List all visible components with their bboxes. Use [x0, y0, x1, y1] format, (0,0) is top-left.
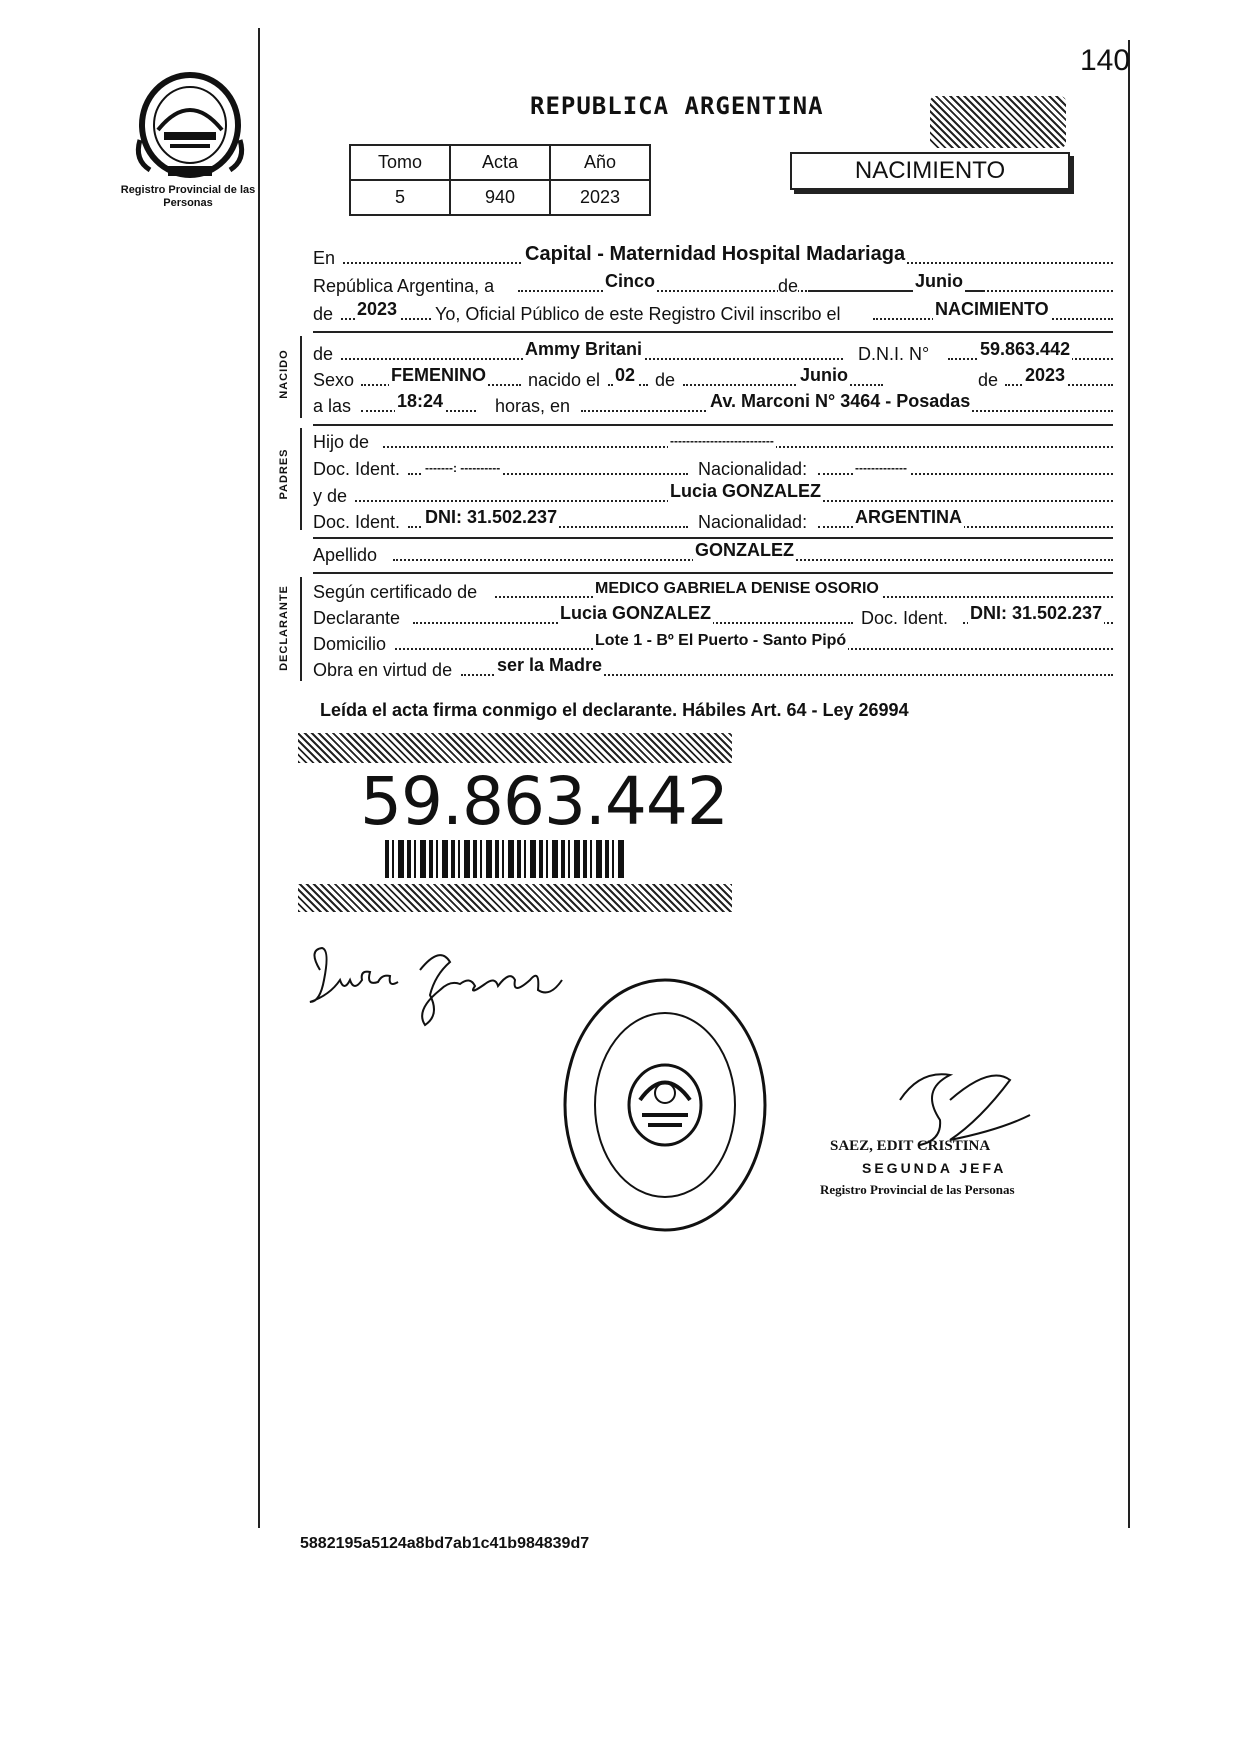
- nac1-value: -------------: [855, 461, 907, 475]
- province-logo: [130, 70, 250, 180]
- oficial-text: Yo, Oficial Público de este Registro Civil inscribo el: [435, 304, 841, 324]
- apellido-value: GONZALEZ: [695, 540, 794, 560]
- nacionalidad-label: Nacionalidad:: [698, 459, 808, 479]
- doc2-value: DNI: 31.502.237: [425, 507, 558, 527]
- row-apellido: [313, 540, 1113, 569]
- right-margin-line: [1128, 40, 1130, 1528]
- doc-ident-label: Doc. Ident.: [313, 459, 401, 479]
- yde-label: y de: [313, 486, 348, 506]
- sexo-label: Sexo: [313, 370, 355, 390]
- nac-mes-value: Junio: [800, 365, 848, 385]
- acta-value: 940: [450, 180, 550, 215]
- country-title: REPUBLICA ARGENTINA: [530, 92, 824, 120]
- logo-caption: Registro Provincial de las Personas: [120, 184, 256, 209]
- dni-value: 59.863.442: [980, 339, 1071, 359]
- row-republica: [313, 271, 1113, 300]
- hora-value: 18:24: [397, 391, 444, 411]
- row-doc1: [313, 457, 1113, 483]
- nac-anio-value: 2023: [1025, 365, 1066, 385]
- tomo-header: Tomo: [350, 145, 450, 180]
- alas-label: a las: [313, 396, 352, 416]
- doc-type-box: NACIMIENTO: [790, 152, 1070, 190]
- divider-2: [313, 424, 1113, 426]
- horas-label: horas, en: [495, 396, 571, 416]
- de-label2: de: [313, 304, 334, 324]
- nacido-label: nacido el: [528, 370, 601, 390]
- anio-header: Año: [550, 145, 650, 180]
- nacionalidad-label2: Nacionalidad:: [698, 512, 808, 532]
- row-hijo: [313, 430, 1113, 456]
- madre-value: Lucia GONZALEZ: [670, 481, 822, 501]
- tomo-value: 5: [350, 180, 450, 215]
- lugar-value: Av. Marconi N° 3464 - Posadas: [710, 391, 971, 411]
- dni-security-band-bottom: [298, 884, 732, 912]
- en-value: Capital - Maternidad Hospital Madariaga: [525, 243, 906, 265]
- left-margin-line: [258, 28, 260, 1528]
- row-obra: [313, 655, 1113, 684]
- dni-big-number: 59.863.442: [360, 763, 728, 840]
- republica-label: República Argentina, a: [313, 276, 495, 296]
- oval-seal-icon: [560, 975, 770, 1235]
- en-label: En: [313, 248, 336, 268]
- declarant-signature: [300, 940, 590, 1035]
- signatory-title: SEGUNDA JEFA: [862, 1160, 1007, 1176]
- official-stamp: [560, 975, 770, 1240]
- doc-ident-label2: Doc. Ident.: [313, 512, 401, 532]
- declarante-label: Declarante: [313, 608, 401, 628]
- decl-doc-label: Doc. Ident.: [861, 608, 949, 628]
- inscribo-value: NACIMIENTO: [935, 299, 1049, 319]
- hijo-value: --------------------------: [670, 434, 774, 448]
- divider-1: [313, 331, 1113, 333]
- footer-note: Leída el acta firma conmigo el declarante. Hábiles Art. 64 - Ley 26994: [320, 700, 909, 720]
- segun-label: Según certificado de: [313, 582, 478, 602]
- record-table: [349, 144, 651, 216]
- row-hora: [313, 391, 1113, 420]
- acta-header: Acta: [450, 145, 550, 180]
- row-anio: [313, 299, 1113, 328]
- anio-value: 2023: [357, 299, 398, 319]
- obra-value: ser la Madre: [497, 655, 603, 675]
- mes-value: Junio: [915, 271, 963, 291]
- nac-dia-value: 02: [615, 365, 636, 385]
- segun-value: MEDICO GABRIELA DENISE OSORIO: [595, 580, 879, 597]
- row-en: [313, 243, 1113, 272]
- row-declarante: [313, 603, 1113, 632]
- dni-label: D.N.I. N°: [858, 344, 930, 364]
- side-label-nacido: NACIDO: [278, 349, 290, 399]
- obra-label: Obra en virtud de: [313, 660, 453, 680]
- side-label-padres: PADRES: [278, 448, 290, 500]
- domicilio-label: Domicilio: [313, 634, 387, 654]
- apellido-label: Apellido: [313, 545, 378, 565]
- row-domicilio: [313, 632, 1113, 658]
- declarante-value: Lucia GONZALEZ: [560, 603, 712, 623]
- domicilio-value: Lote 1 - Bº El Puerto - Santo Pipó: [595, 632, 847, 649]
- handwritten-signature-icon: [300, 940, 590, 1030]
- de-label: de: [778, 276, 799, 296]
- nac2-value: ARGENTINA: [855, 507, 962, 527]
- barcode: [385, 840, 627, 878]
- signatory-name: SAEZ, EDIT CRISTINA: [830, 1138, 991, 1154]
- decl-doc-value: DNI: 31.502.237: [970, 603, 1103, 623]
- row-doc2: [313, 507, 1113, 536]
- sexo-value: FEMENINO: [391, 365, 487, 385]
- page-number: 140: [1080, 44, 1131, 77]
- de-nombre-label: de: [313, 344, 334, 364]
- dia-value: Cinco: [605, 271, 656, 291]
- side-label-declarante: DECLARANTE: [278, 585, 290, 671]
- signatory-org: Registro Provincial de las Personas: [820, 1182, 1015, 1197]
- handwritten-signature-icon: [880, 1060, 1050, 1150]
- hijo-label: Hijo de: [313, 432, 370, 452]
- nac-de2-label: de: [978, 370, 999, 390]
- nac-de1-label: de: [655, 370, 676, 390]
- anio-value: 2023: [550, 180, 650, 215]
- divider-4: [313, 572, 1113, 574]
- nombre-value: Ammy Britani: [525, 339, 643, 359]
- document-hash: 5882195a5124a8bd7ab1c41b984839d7: [300, 1535, 590, 1552]
- shield-emblem-icon: [130, 70, 250, 180]
- doc1-value: -------: ----------: [425, 461, 501, 475]
- dni-security-band-top: [298, 733, 732, 763]
- divider-3: [313, 537, 1113, 539]
- security-pattern: [930, 96, 1066, 148]
